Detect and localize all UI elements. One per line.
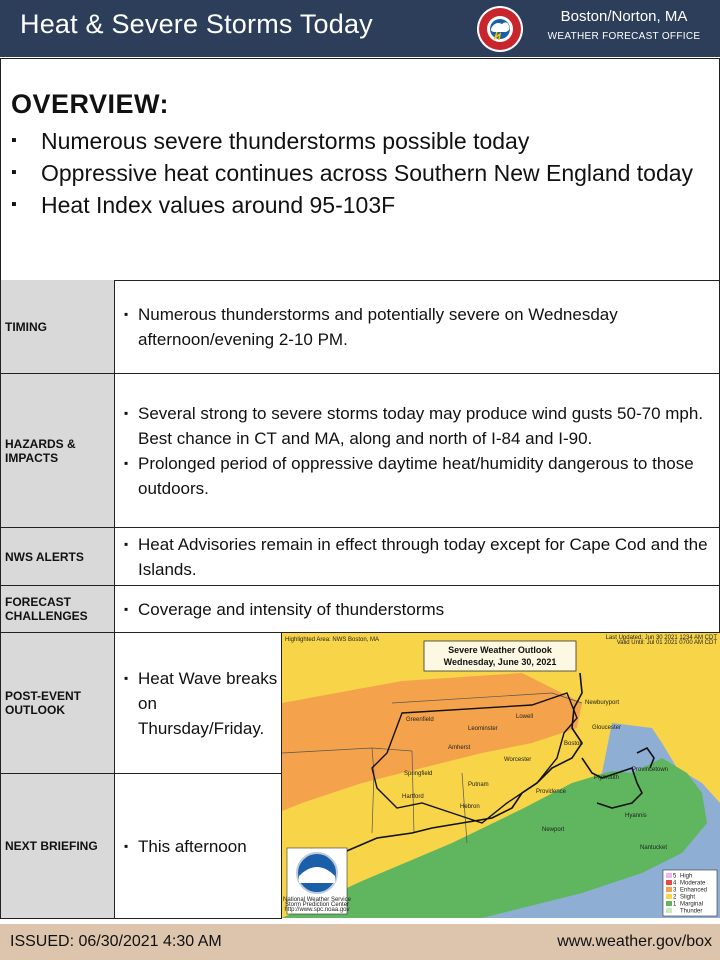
next-briefing-content: [116, 774, 281, 918]
next-briefing-item: ▪ This afternoon: [124, 834, 247, 859]
post-event-row: [0, 633, 282, 774]
legend-code: 2: [673, 894, 677, 901]
timing-content: [116, 280, 719, 373]
overview-heading: OVERVIEW:: [11, 89, 170, 119]
city-label: Putnam: [468, 782, 489, 788]
legend-code: 1: [673, 901, 677, 908]
legend-item: Moderate: [680, 880, 706, 887]
hazards-content: [116, 374, 719, 527]
city-label: Boston: [564, 741, 583, 747]
city-label: Plymouth: [594, 775, 620, 781]
timing-item: ▪ Numerous thunderstorms and potentially severe on Wednesday afternoon/evening 2-10 PM.: [124, 302, 719, 352]
office-type: WEATHER FORECAST OFFICE: [547, 31, 701, 42]
challenges-content: [116, 586, 719, 632]
alerts-label: NWS ALERTS: [1, 528, 115, 585]
challenges-label: FORECAST CHALLENGES: [1, 586, 115, 632]
post-event-label: POST-EVENT OUTLOOK: [1, 633, 115, 773]
city-label: Amherst: [448, 745, 471, 751]
legend-item: Thunder: [680, 908, 703, 915]
timing-label: TIMING: [1, 280, 115, 373]
city-label: Providence: [536, 789, 567, 795]
footer-bar: [0, 924, 720, 960]
nws-logo: [476, 5, 524, 53]
hazards-item: ▪ Prolonged period of oppressive daytime heat/humidity dangerous to those outdoors.: [124, 451, 719, 501]
alerts-item: ▪ Heat Advisories remain in effect through today except for Cape Cod and the Islands.: [124, 532, 719, 582]
city-label: Nantucket: [640, 845, 668, 851]
map-corner-left: Highlighted Area: NWS Boston, MA: [285, 637, 380, 643]
risk-legend: [663, 870, 717, 916]
severe-outlook-map: [281, 633, 720, 918]
post-event-content: [116, 633, 281, 773]
website-link[interactable]: www.weather.gov/box: [557, 933, 712, 950]
city-label: Greenfield: [406, 717, 434, 723]
page-title: Heat & Severe Storms Today: [20, 9, 373, 39]
legend-item: Marginal: [680, 901, 704, 908]
noaa-url: http://www.spc.noaa.gov: [284, 907, 350, 913]
header-bar: [0, 0, 720, 57]
legend-code: 4: [673, 880, 677, 887]
alerts-row: [0, 528, 720, 586]
map-title-line2: Wednesday, June 30, 2021: [443, 657, 557, 667]
office-block: [538, 8, 710, 42]
overview-bullet: ▪ Heat Index values around 95-103F: [11, 189, 711, 221]
city-label: Worcester: [504, 757, 532, 763]
city-label: Lowell: [516, 714, 534, 720]
alerts-content: [116, 528, 719, 585]
next-briefing-label: NEXT BRIEFING: [1, 774, 115, 918]
legend-code: 5: [673, 873, 677, 880]
map-title-line1: Severe Weather Outlook: [448, 645, 552, 655]
noaa-caption: National Weather Service: [283, 897, 351, 903]
city-label: Springfield: [404, 771, 433, 777]
challenges-row: [0, 586, 720, 633]
noaa-caption: Storm Prediction Center: [284, 902, 350, 908]
city-label: Hebron: [460, 804, 480, 810]
hazards-row: [0, 374, 720, 528]
hazards-label: HAZARDS & IMPACTS: [1, 374, 115, 527]
city-label: Hartford: [402, 794, 424, 800]
city-label: Leominster: [468, 726, 498, 732]
legend-item: Slight: [680, 894, 696, 901]
city-label: Newport: [542, 827, 565, 833]
timing-row: [0, 280, 720, 374]
challenges-item: ▪ Coverage and intensity of thunderstorms: [124, 597, 444, 622]
legend-item: Enhanced: [680, 887, 708, 894]
map-corner-right1: Last Updated: Jun 30 2021 1234 AM CDT: [605, 635, 717, 641]
legend-item: High: [680, 873, 693, 880]
overview-section: [0, 58, 720, 281]
overview-bullet: ▪ Numerous severe thunderstorms possible today: [11, 125, 711, 157]
legend-code: 3: [673, 887, 677, 894]
city-label: Hyannis: [625, 813, 647, 819]
post-event-item: ▪ Heat Wave breaks on Thursday/Friday.: [124, 666, 281, 741]
overview-bullet: ▪ Oppressive heat continues across Southern New England today: [11, 157, 711, 189]
issued-timestamp: ISSUED: 06/30/2021 4:30 AM: [10, 933, 222, 950]
outlook-map-svg: [282, 633, 720, 918]
city-label: Provincetown: [632, 767, 669, 773]
office-location: Boston/Norton, MA: [560, 8, 688, 25]
city-label: Newburyport: [585, 700, 620, 706]
next-briefing-row: [0, 774, 282, 919]
map-corner-right2: Valid Until: Jul 01 2021 0700 AM CDT: [616, 640, 717, 646]
city-label: Gloucester: [592, 725, 622, 731]
hazards-item: ▪ Several strong to severe storms today may produce wind gusts 50-70 mph. Best chance in CT and MA, along and north of I-84 and I-90.: [124, 401, 719, 451]
overview-list: [11, 125, 711, 221]
